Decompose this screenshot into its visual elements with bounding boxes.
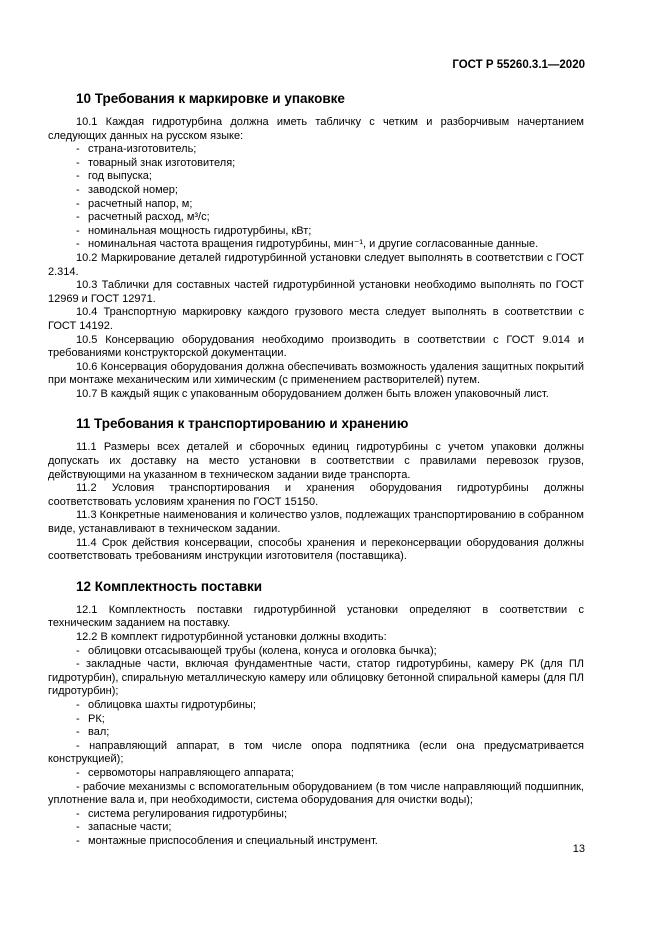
list-item: - заводской номер; — [76, 183, 178, 196]
section-10 — [48, 91, 584, 401]
list-item: - облицовка шахты гидротурбины; — [76, 698, 256, 711]
clause-10-7: 10.7 В каждый ящик с упакованным оборудованием должен быть вложен упаковочный лист. — [76, 387, 549, 400]
list-item: - страна-изготовитель; — [76, 143, 197, 156]
list-item: - товарный знак изготовителя; — [76, 156, 236, 169]
clause-10-3: 10.3 Таблички для составных частей гидротурбинной установки необходимо выполнять по ГОСТ 12969 и ГОСТ 12971. — [48, 279, 584, 305]
document-code: ГОСТ Р 55260.3.1—2020 — [452, 59, 585, 71]
clause-11-4: 11.4 Срок действия консервации, способы хранения и переконсервации оборудования должны соответствовать требованиям инструкции изготовителя (поставщика). — [48, 536, 584, 563]
list-item: - направляющий аппарат, в том числе опора подпятника (если она предусматривается конструкцией); — [48, 739, 584, 766]
list-item: - номинальная мощность гидротурбины, кВт; — [76, 224, 312, 237]
list-item: - год выпуска; — [76, 170, 152, 183]
clause-10-2: 10.2 Маркирование деталей гидротурбинной установки следует выполнять в соответствии с ГОСТ 2.314. — [48, 251, 584, 278]
list-item: - облицовки отсасывающей трубы (колена, конуса и оголовка бычка); — [76, 644, 437, 657]
list-item: - система регулирования гидротурбины; — [76, 807, 287, 820]
clause-10-6: 10.6 Консервация оборудования должна обеспечивать возможность удаления защитных покрытий при монтаже механическим или химическим (с применением растворителей) путем. — [48, 360, 584, 387]
section-12 — [48, 579, 584, 849]
list-item: - расчетный расход, м³/с; — [76, 211, 210, 224]
page-number: 13 — [572, 843, 585, 855]
list-item: - номинальная частота вращения гидротурбины, мин⁻¹, и другие согласованные данные. — [76, 238, 539, 251]
page-content — [48, 91, 584, 864]
clause-12-1: 12.1 Комплектность поставки гидротурбинной установки определяют в соответствии с техническим заданием на поставку. — [48, 603, 584, 630]
list-item: - РК; — [76, 712, 105, 725]
clause-10-5: 10.5 Консервацию оборудования необходимо производить в соответствии с ГОСТ 9.014 и требованиями конструкторской документации. — [48, 333, 584, 360]
label-data-list — [48, 143, 584, 252]
section-11-title: 11 Требования к транспортированию и хранению — [76, 416, 409, 432]
list-item: - расчетный напор, м; — [76, 197, 193, 210]
clause-11-3: 11.3 Конкретные наименования и количество узлов, подлежащих транспортированию в собранном виде, устанавливают в техническом задании. — [48, 509, 584, 536]
clause-10-4: 10.4 Транспортную маркировку каждого грузового места следует выполнять в соответствии с ГОСТ 14192. — [48, 306, 584, 332]
list-item: - запасные части; — [76, 821, 172, 834]
list-item: - монтажные приспособления и специальный инструмент. — [76, 834, 378, 847]
section-12-title: 12 Комплектность поставки — [76, 578, 263, 594]
list-item: - сервомоторы направляющего аппарата; — [76, 766, 294, 779]
section-11 — [48, 416, 584, 563]
clause-10-1: 10.1 Каждая гидротурбина должна иметь табличку с четким и разборчивым начертанием следующих данных на русском языке: — [48, 116, 584, 142]
list-item: - вал; — [76, 726, 110, 739]
clause-12-2: 12.2 В комплект гидротурбинной установки должны входить: — [76, 631, 387, 643]
section-10-title: 10 Требования к маркировке и упаковке — [76, 91, 345, 106]
list-item: - рабочие механизмы с вспомогательным оборудованием (в том числе направляющий подшипник, уплотнение вала и, при необходимости, система оборудования для очистки воды); — [48, 780, 584, 807]
delivery-set-list — [48, 645, 584, 849]
clause-11-1: 11.1 Размеры всех деталей и сборочных единиц гидротурбины с учетом упаковки должны допускать их доставку на место установки в соответствии с правилами перевозок грузов, действующими на указанном в техническом задании виде транспорта. — [48, 441, 584, 481]
list-item: - закладные части, включая фундаментные части, статор гидротурбины, камеру РК (для ПЛ гидротурбин), спиральную металлическую камеру или облицовку бетонной спиральной камеры (для ПЛ гидротурбин); — [48, 658, 584, 698]
clause-11-2: 11.2 Условия транспортирования и хранения оборудования гидротурбины должны соответствовать условиям хранения по ГОСТ 15150. — [48, 482, 584, 508]
